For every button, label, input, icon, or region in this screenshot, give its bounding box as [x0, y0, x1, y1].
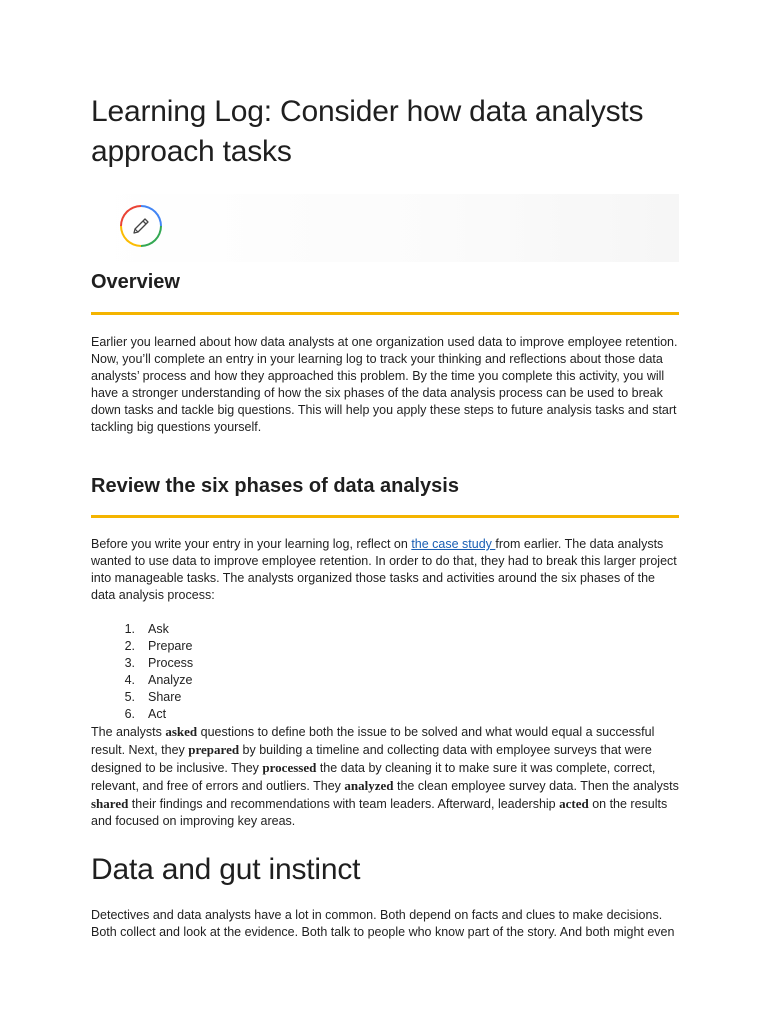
page-title: Learning Log: Consider how data analysts approach tasks	[91, 95, 644, 168]
phase-verb: processed	[262, 760, 317, 775]
document-content	[91, 92, 679, 941]
list-item-number: 3.	[124, 656, 135, 670]
overview-heading: Overview	[91, 271, 180, 293]
list-item-number: 2.	[124, 639, 135, 653]
review-intro-text: Before you write your entry in your learning log, reflect on	[91, 537, 412, 551]
pencil-badge	[120, 205, 162, 247]
list-item-label: Process	[148, 656, 194, 670]
list-item	[91, 672, 679, 689]
phase-verb: prepared	[188, 742, 240, 757]
review-intro-text-continued: from earlier. The data analysts wanted to use data to improve employee retention. In order to do that, they had to break this larger project into manageable tasks. The analysts organized those tasks and activities around the six phases of the data analysis process:	[91, 537, 677, 602]
summary-text: questions to define both the issue to be solved and what would equal a successful result. Next, they	[91, 725, 655, 757]
title-banner	[91, 194, 679, 262]
data-gut-heading: Data and gut instinct	[91, 853, 361, 886]
summary-text: the clean employee survey data. Then the analysts	[393, 779, 679, 793]
list-item	[91, 706, 679, 723]
list-item-number: 6.	[124, 707, 135, 721]
phases-list	[91, 621, 679, 723]
section-divider	[91, 515, 679, 518]
overview-paragraph: Earlier you learned about how data analysts at one organization used data to improve employee retention. Now, you’ll complete an entry in your learning log to track your thinking and reflections about those data analysts’ process and how they approached this problem. By the time you complete this activity, you will have a stronger understanding of how the six phases of the data analysis process can be used to break down tasks and tackle big questions. This will help you apply these steps to future analysis tasks and start tackling big questions yourself.	[91, 335, 678, 434]
review-heading: Review the six phases of data analysis	[91, 475, 459, 497]
summary-text: on the results and focused on improving key areas.	[91, 797, 668, 828]
list-item-number: 5.	[124, 690, 135, 704]
pencil-icon	[129, 214, 153, 238]
list-item	[91, 621, 679, 638]
section-divider	[91, 312, 679, 315]
summary-text: by building a timeline and collecting data with employee surveys that were designed to be inclusive. They	[91, 743, 652, 775]
list-item-label: Ask	[148, 622, 169, 636]
summary-text: their findings and recommendations with team leaders. Afterward, leadership	[128, 797, 560, 811]
list-item-label: Share	[148, 690, 182, 704]
summary-text: The analysts	[91, 725, 166, 739]
list-item-label: Prepare	[148, 639, 193, 653]
list-item-number: 4.	[124, 673, 135, 687]
phases-summary-paragraph	[91, 723, 679, 830]
list-item	[91, 655, 679, 672]
phase-verb: asked	[165, 724, 198, 739]
case-study-link[interactable]: the case study	[411, 537, 496, 551]
phase-verb: analyzed	[344, 778, 394, 793]
summary-text: the data by cleaning it to make sure it was complete, correct, relevant, and free of errors and outliers. They	[91, 761, 656, 793]
phase-verb: shared	[91, 796, 129, 811]
list-item-label: Analyze	[148, 673, 193, 687]
list-item-label: Act	[148, 707, 167, 721]
phase-verb: acted	[559, 796, 589, 811]
list-item	[91, 689, 679, 706]
review-intro-paragraph	[91, 536, 679, 604]
list-item-number: 1.	[124, 622, 135, 636]
data-gut-paragraph: Detectives and data analysts have a lot in common. Both depend on facts and clues to make decisions. Both collect and look at the evidence. Both talk to people who know part of the story. And both might even	[91, 908, 675, 939]
list-item	[91, 638, 679, 655]
